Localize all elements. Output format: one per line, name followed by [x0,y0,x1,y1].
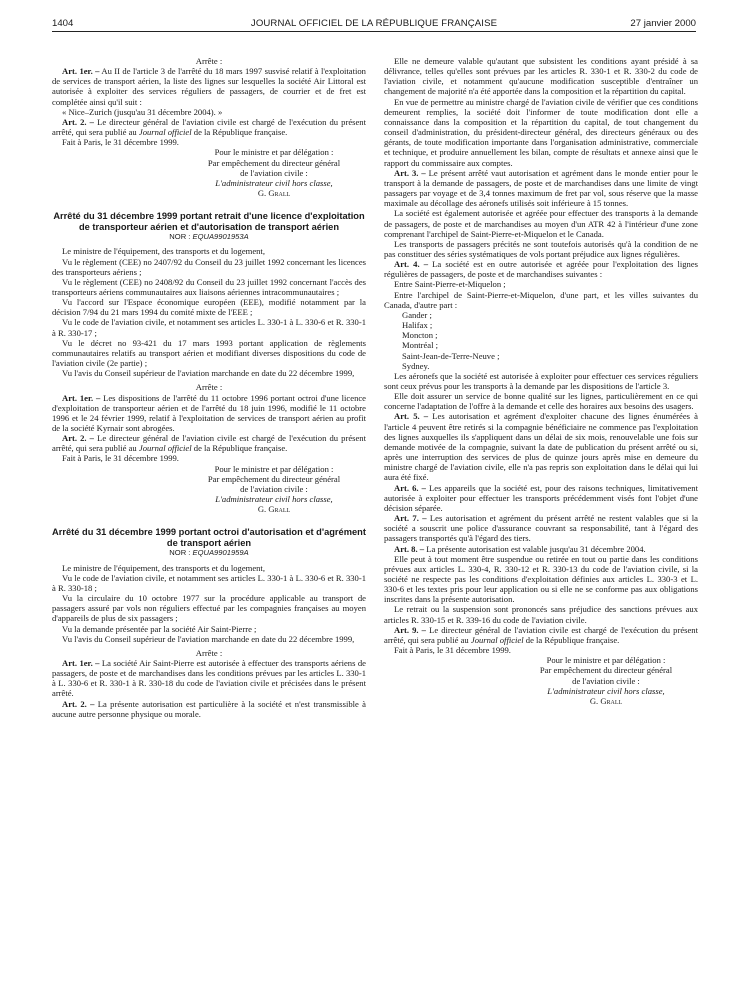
article-text: Les autorisation et agrément du présent arrêté ne restent valables que si la société a souscrit une police d'assurance couvrant sa responsabilité, tant à l'égard des passagers transportés qu'à l'égard des tiers. [384,513,698,544]
article-text: Le directeur général de l'aviation civile est chargé de l'exécution du présent arrêté, qui sera publié au [52,433,366,454]
article-label: Art. 5. – [394,411,429,422]
nor-label: NOR : [169,548,191,558]
article-label: Art. 2. – [62,698,95,709]
signature-line [514,686,698,696]
paragraph: Le ministre de l'équipement, des transports et du logement, [62,562,265,573]
paragraph: Les aéronefs que la société est autorisée à exploiter pour effectuer ces services réguliers sont ceux prévus pour les transports à la demande par les dispositions de l'article 3. [384,370,698,391]
journal-officiel-ref: Journal officiel [138,443,192,454]
signatory-name: G. Grall [257,188,291,199]
article-paragraph [384,411,698,482]
article-paragraph [384,513,698,543]
article-text: La présente autorisation est valable jusqu'au 31 décembre 2004. [426,543,646,554]
article-label: Art. 3. – [394,167,426,178]
paragraph: Elle doit assurer un service de bonne qualité sur les lignes, particulièrement en ce qui concerne l'adaptation de l'offre à la demande et celle des horaires aux besoins des usagers. [384,391,698,412]
article-paragraph [52,658,366,699]
paragraph: Elle ne demeure valable qu'autant que subsistent les conditions ayant présidé à sa délivrance, telles qu'elles sont prévues par les articles R. 330-1 et R. 330-2 du code de l'aviation civile, et notamment qu'aucune modification susceptible d'entraîner un changement de majorité n'a été apportée dans la composition et la répartition du capital. [384,56,698,97]
city-item: Montréal ; [402,340,439,351]
paragraph: Vu la demande présentée par la société Air Saint-Pierre ; [62,623,257,634]
article-paragraph [52,433,366,453]
article-label: Art. 1er. – [62,66,100,77]
nor-reference [52,548,366,558]
place-date-line: Fait à Paris, le 31 décembre 1999. [394,645,511,656]
article-label: Art. 4. – [394,259,429,270]
city-item: Moncton ; [402,330,438,341]
city-item: Halifax ; [402,320,433,331]
article-paragraph [52,393,366,434]
paragraph: Elle peut à tout moment être suspendue ou retirée en tout ou partie dans les conditions prévues aux articles L. 330-4, R. 330-12 et R. 330-13 du code de l'aviation civile, si la société ne respecte pas les conditions d'exploitation définies aux articles L. 330-3 et L. 330-6 et les textes pris pour leur application ou si elle ne se conforme pas aux obligations inscrites dans la présente autorisation. [384,553,698,605]
paragraph: Le retrait ou la suspension sont prononcés sans préjudice des sanctions prévues aux articles R. 330-15 et R. 339-16 du code de l'aviation civile. [384,604,698,625]
journal-title: JOURNAL OFFICIEL DE LA RÉPUBLIQUE FRANÇAISE [250,18,498,29]
article-text: de la République française. [193,127,288,138]
paragraph: Vu le code de l'aviation civile, et notamment ses articles L. 330-1 à L. 330-6 et R. 330-1 à R. 330-17 ; [52,317,366,338]
article-text: La société Air Saint-Pierre est autorisée à effectuer des transports aériens de passagers, de poste et de marchandises dans les conditions prévues par les articles L. 330-1 à L. 330-6 et R. 330-1 à R. 330-18 du code de l'aviation civile et précisées dans le présent arrêté. [52,657,366,699]
article-text: Les appareils que la société est, pour des raisons techniques, limitativement autorisée à exploiter pour effectuer les transports précédemment visés font l'objet d'une décision séparée. [384,482,698,513]
right-column [384,36,698,706]
signatory-title: L'administrateur civil hors classe, [547,685,665,696]
signature-line: Par empêchement du directeur général [539,665,673,676]
signatory-name: G. Grall [589,695,623,706]
nor-reference [52,232,366,242]
article-text: Au II de l'article 3 de l'arrêté du 18 mars 1997 susvisé relatif à l'exploitation de services de transport aérien, la liste des lignes sur lesquelles la société Air Littoral est autorisée à exploiter des services réguliers de passagers, de courrier et de fret est complétée ainsi qu'il suit : [52,66,366,107]
paragraph: Vu l'accord sur l'Espace économique européen (EEE), modifié notamment par la décision 7/94 du 21 mars 1994 du comité mixte de l'EEE ; [52,297,366,318]
journal-officiel-ref: Journal officiel [138,127,192,138]
place-date-line: Fait à Paris, le 31 décembre 1999. [62,137,179,148]
city-item: Sydney. [402,360,430,371]
paragraph: Vu le règlement (CEE) no 2408/92 du Conseil du 23 juillet 1992 concernant l'accès des transporteurs aériens communautaires aux liaisons aériennes intracommunautaires ; [52,276,366,297]
paragraph: En vue de permettre au ministre chargé de l'aviation civile de vérifier que ces conditions demeurent remplies, la société doit l'informer de toute modification dont elle a connaissance dans la composition et la répartition du capital, de tout changement du conseil d'administration, du président-directeur général, des directeurs généraux ou des gérants, de toute modification importante dans l'organisation administrative, commerciale et technique, et produire annuellement les bilan, compte de résultats et annexe ainsi que le rapport du commissaire aux comptes. [384,96,698,168]
article-label: Art. 2. – [62,433,94,444]
article-label: Art. 8. – [394,543,425,554]
article-text: Le directeur général de l'aviation civile est chargé de l'exécution du présent arrêté, qui sera publié au [52,116,366,138]
article-paragraph [384,483,698,513]
route-line: Entre l'archipel de Saint-Pierre-et-Miquelon, d'une part, et les villes suivantes du Canada, d'autre part : [384,289,698,310]
paragraph: La société est également autorisée et agréée pour effectuer des transports à la demande de passagers, de poste et de marchandises au moyen d'un ATR 42 à l'intérieur d'une zone comprenant l'archipel de Saint-Pierre-et-Miquelon et le Canada. [384,208,698,239]
signature-line: de l'aviation civile : [240,483,308,494]
left-column [52,36,366,719]
article-text: La présente autorisation est particulière à la société et n'est transmissible à aucune autre personne physique ou morale. [52,698,366,719]
article-text: La société est en outre autorisée et agréée pour l'exploitation des lignes régulières de passagers, de poste et de marchandises suivantes : [384,259,699,280]
article-paragraph [52,699,366,719]
page-number: 1404 [52,18,74,29]
article-text: Les autorisation et agrément d'exploiter chacune des lignes énumérées à l'article 4 peuvent être retirés si la compagnie bénéficiaire ne commence pas l'exploitation des lignes auxquelles ils s'appliquent dans un délai de six mois, renouvelable une fois sur demande motivée de la compagnie, suivant la date de publication du présent arrêté ou si, après une interruption des services de plus de quinze jours après mise en demeure du ministre chargé de l'aviation civile, elle n'a pas repris son exploitation dans le délai qui lui aura été fixé. [384,411,698,483]
paragraph: Vu le règlement (CEE) no 2407/92 du Conseil du 23 juillet 1992 concernant les licences des transporteurs aériens ; [52,256,366,277]
arrete-heading: Arrête : [195,382,223,393]
article-text: de la République française. [525,634,620,645]
signatory-title: L'administrateur civil hors classe, [215,177,333,188]
paragraph: Le ministre de l'équipement, des transports et du logement, [62,246,265,257]
arrete-heading: Arrête : [195,647,223,658]
article-label: Art. 1er. – [62,392,101,403]
header-rule [52,31,696,32]
city-item: Gander ; [402,309,432,320]
paragraph: Vu la circulaire du 10 octobre 1977 sur la procédure applicable au transport de passagers assuré par vols non réguliers effectué par les compagnies françaises au moyen d'appareils de plus de six passagers ; [52,593,366,624]
signature-line: de l'aviation civile : [240,167,308,178]
city-item: Saint-Jean-de-Terre-Neuve ; [402,350,500,361]
signatory-title: L'administrateur civil hors classe, [215,494,333,505]
signature-line: Par empêchement du directeur général [207,157,341,168]
paragraph: Les transports de passagers précités ne sont toutefois autorisés qu'à la condition de ne pas constituer des séries systématiques de vols portant préjudice aux lignes régulières. [384,238,698,259]
article-paragraph [52,117,366,137]
article-text: Les dispositions de l'arrêté du 11 octobre 1996 portant octroi d'une licence d'exploitation de transporteur aérien et de l'arrêté du 18 juin 1996, modifié le 11 octobre 1996 et le 24 février 1999, relatif à l'exploitation de services de transport aérien au profit de la société Kyrnair sont abrogées. [52,392,366,433]
article-text: Le directeur général de l'aviation civile est chargé de l'exécution du présent arrêté, qui sera publié au [384,624,698,645]
article-paragraph [384,168,698,209]
journal-officiel-ref: Journal officiel [470,634,524,645]
paragraph: Vu le décret no 93-421 du 17 mars 1993 portant application de règlements communautaires relatifs au transport aérien et modifiant diverses dispositions du code de l'aviation civile (2e partie) ; [52,337,366,369]
article-label: Art. 2. – [62,116,94,127]
signature-line: Par empêchement du directeur général [207,473,341,484]
nor-code: EQUA9901959A [192,548,249,558]
signatory-name: G. Grall [257,504,291,515]
signature-line: Pour le ministre et par délégation : [214,147,334,158]
paragraph: Vu l'avis du Conseil supérieur de l'aviation marchande en date du 22 décembre 1999, [62,633,355,644]
signature-line [182,178,366,188]
page-header [52,14,696,30]
decree-title: Arrêté du 31 décembre 1999 portant retrait d'une licence d'exploitation de transporteur aérien et d'autorisation de transport aérien [53,211,365,232]
article-paragraph [384,625,698,645]
nor-label: NOR : [169,232,191,242]
paragraph: Vu l'avis du Conseil supérieur de l'aviation marchande en date du 22 décembre 1999, [62,368,355,379]
article-text: Le présent arrêté vaut autorisation et agrément dans le monde entier pour le transport à la demande de passagers, de poste et de marchandises dans une limite de vingt passagers par voyage et de 3,4 tonnes maximum de fret par vol, sous réserve que la masse maximale au décollage des aéronefs utilisés soit inférieure à 15 tonnes. [384,167,699,209]
nor-code: EQUA9901953A [192,232,249,242]
place-date-line: Fait à Paris, le 31 décembre 1999. [62,453,179,464]
article-paragraph [52,66,366,107]
article-paragraph [384,259,698,279]
route-line: Entre Saint-Pierre-et-Miquelon ; [394,279,506,290]
signature-line: Pour le ministre et par délégation : [546,655,666,666]
city-list [384,310,698,371]
paragraph: Vu le code de l'aviation civile, et notamment ses articles L. 330-1 à L. 330-6 et R. 330-1 à R. 330-18 ; [52,572,366,593]
article-text: de la République française. [193,443,288,454]
article-label: Art. 7. – [394,513,427,524]
article-paragraph [384,544,698,554]
signature-line: Pour le ministre et par délégation : [214,463,334,474]
issue-date: 27 janvier 2000 [630,18,696,29]
quoted-line: « Nice–Zurich (jusqu'au 31 décembre 2004). » [62,106,223,117]
decree-title: Arrêté du 31 décembre 1999 portant octroi d'autorisation et d'agrément de transport aérien [52,527,366,548]
signature-line: de l'aviation civile : [572,675,640,686]
article-label: Art. 1er. – [62,657,100,668]
arrete-heading: Arrête : [195,56,223,66]
signature-line [182,494,366,504]
article-label: Art. 9. – [394,624,426,635]
article-label: Art. 6. – [394,482,426,493]
